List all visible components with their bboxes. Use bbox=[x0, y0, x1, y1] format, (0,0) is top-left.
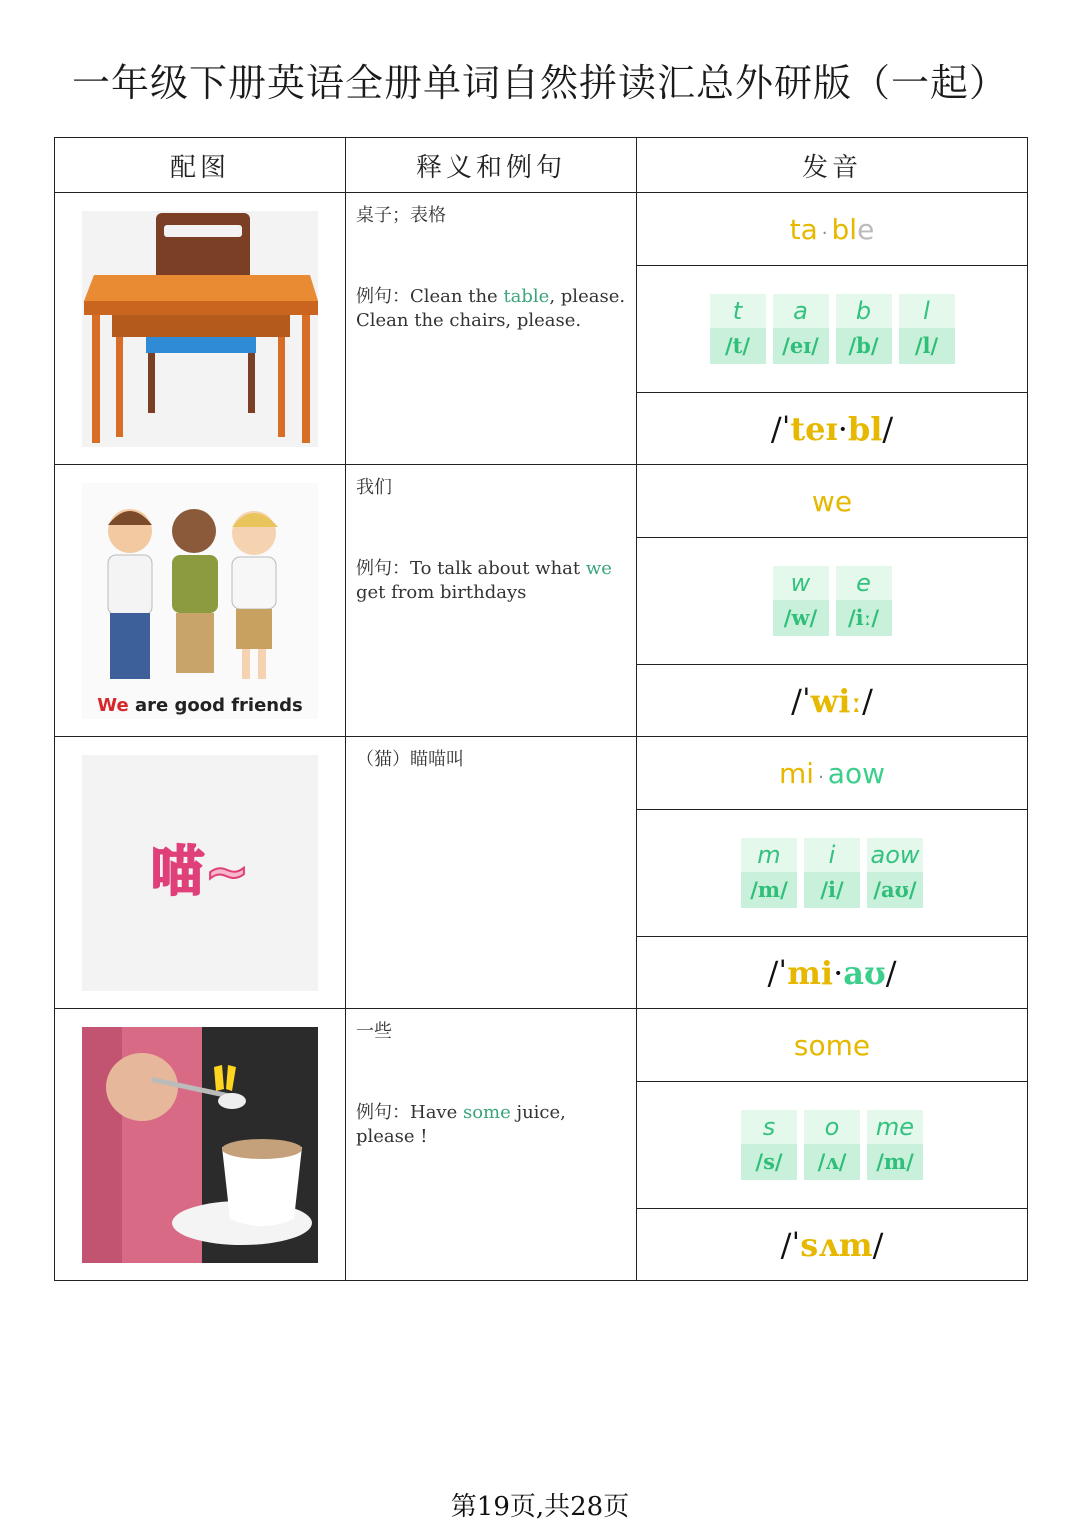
syllable-dot: · bbox=[818, 766, 824, 788]
phonics-tiles-cell bbox=[637, 810, 1028, 937]
ipa-syllable-2: aʊ bbox=[843, 953, 886, 992]
phonics-tiles-cell bbox=[637, 266, 1028, 393]
ipa-close: / bbox=[885, 953, 897, 992]
table-row bbox=[55, 737, 1028, 810]
ipa-dot: · bbox=[833, 953, 844, 992]
ipa-transcription bbox=[637, 937, 1028, 1009]
example-text-after: , please. Clean the chairs, please. bbox=[356, 286, 626, 331]
ipa-syllable-1: sʌm bbox=[800, 1225, 873, 1264]
word-part-1: s bbox=[793, 1028, 809, 1062]
example-text-after: get from birthdays bbox=[356, 582, 527, 603]
ipa-close: / bbox=[872, 1225, 884, 1264]
phonics-tiles-cell bbox=[637, 538, 1028, 665]
ipa-syllable-2: bl bbox=[847, 409, 883, 448]
phonics-tiles bbox=[741, 838, 923, 908]
ipa-transcription bbox=[637, 393, 1028, 465]
picture-cell bbox=[55, 193, 346, 465]
example-highlight: table bbox=[503, 286, 550, 307]
friends-image bbox=[82, 483, 318, 719]
phonics-tile bbox=[804, 1110, 860, 1180]
word-spelling bbox=[637, 1009, 1028, 1082]
tile-letter: m bbox=[741, 838, 797, 872]
word-spelling bbox=[637, 737, 1028, 810]
ipa-close: / bbox=[862, 681, 873, 720]
tile-letter: t bbox=[710, 294, 766, 328]
table-row bbox=[55, 465, 1028, 538]
tile-letter: i bbox=[804, 838, 860, 872]
meaning-text: 我们 bbox=[356, 477, 392, 498]
word: we bbox=[811, 484, 853, 518]
example-sentence bbox=[346, 227, 636, 333]
coffee-spoon-image bbox=[82, 1027, 318, 1263]
tile-letter: a bbox=[773, 294, 829, 328]
example-prefix: 例句： bbox=[356, 1102, 410, 1123]
meaning-cell bbox=[346, 737, 637, 1009]
meaning-cell bbox=[346, 465, 637, 737]
example-highlight: we bbox=[585, 558, 612, 579]
phonics-tiles bbox=[773, 566, 892, 636]
meaning-cell bbox=[346, 193, 637, 465]
phonics-tile bbox=[710, 294, 766, 364]
friends-caption: We are good friends bbox=[97, 694, 303, 716]
ipa-dot: · bbox=[837, 409, 848, 448]
tile-ipa: /s/ bbox=[741, 1144, 797, 1180]
tile-ipa: /l/ bbox=[899, 328, 955, 364]
ipa-open: /ˈ bbox=[767, 953, 788, 992]
example-sentence bbox=[346, 1043, 636, 1149]
tile-letter: aow bbox=[867, 838, 923, 872]
phonics-tile bbox=[867, 1110, 923, 1180]
syllable-2: aow bbox=[827, 756, 885, 790]
tile-letter: me bbox=[867, 1110, 923, 1144]
tile-letter: e bbox=[836, 566, 892, 600]
phonics-tile bbox=[741, 838, 797, 908]
page-number: 第19页,共28页 bbox=[450, 1492, 630, 1522]
syllable-1: ta bbox=[789, 212, 818, 246]
example-text-after: juice, please ! bbox=[356, 1102, 566, 1147]
table-row bbox=[55, 193, 1028, 266]
tile-ipa: /aʊ/ bbox=[867, 872, 923, 908]
phonics-tile bbox=[836, 566, 892, 636]
ipa-transcription bbox=[637, 665, 1028, 737]
ipa-syllable-1: mi bbox=[787, 953, 834, 992]
ipa-syllable-1: teɪ bbox=[790, 409, 838, 448]
miaow-image bbox=[82, 755, 318, 991]
tile-ipa: /m/ bbox=[867, 1144, 923, 1180]
table-row bbox=[55, 1009, 1028, 1082]
ipa-syllable-1: wiː bbox=[810, 681, 863, 720]
tile-ipa: /b/ bbox=[836, 328, 892, 364]
tile-letter: s bbox=[741, 1110, 797, 1144]
tile-letter: o bbox=[804, 1110, 860, 1144]
word-spelling bbox=[637, 465, 1028, 538]
tile-ipa: /w/ bbox=[773, 600, 829, 636]
word-spelling bbox=[637, 193, 1028, 266]
meaning-text: 桌子；表格 bbox=[356, 205, 446, 226]
picture-cell bbox=[55, 1009, 346, 1281]
ipa-open: /ˈ bbox=[791, 681, 811, 720]
example-prefix: 例句： bbox=[356, 558, 410, 579]
phonics-tile bbox=[867, 838, 923, 908]
syllable-dot: · bbox=[821, 222, 828, 244]
meaning-text: （猫）瞄喵叫 bbox=[356, 749, 464, 770]
example-sentence bbox=[346, 499, 636, 605]
phonics-tile bbox=[836, 294, 892, 364]
header-picture: 配图 bbox=[55, 138, 346, 193]
ipa-open: /ˈ bbox=[770, 409, 791, 448]
table-header-row bbox=[55, 138, 1028, 193]
syllable-1: mi bbox=[779, 756, 815, 790]
tile-ipa: /i/ bbox=[804, 872, 860, 908]
tile-ipa: /ʌ/ bbox=[804, 1144, 860, 1180]
syllable-2: bl bbox=[831, 212, 858, 246]
ipa-close: / bbox=[882, 409, 894, 448]
vocab-table bbox=[54, 137, 1028, 1281]
phonics-tiles bbox=[710, 294, 955, 364]
meaning-text: 一些 bbox=[356, 1021, 392, 1042]
page-title: 一年级下册英语全册单词自然拼读汇总外研版（一起） bbox=[71, 61, 1008, 105]
miaow-text: 喵~ bbox=[150, 839, 250, 903]
header-pronunciation: 发音 bbox=[637, 138, 1028, 193]
picture-cell bbox=[55, 737, 346, 1009]
tile-letter: b bbox=[836, 294, 892, 328]
tile-letter: l bbox=[899, 294, 955, 328]
ipa-transcription bbox=[637, 1209, 1028, 1281]
tile-ipa: /t/ bbox=[710, 328, 766, 364]
phonics-tile bbox=[773, 566, 829, 636]
phonics-tile bbox=[804, 838, 860, 908]
example-text-before: Clean the bbox=[410, 286, 504, 307]
ipa-open: /ˈ bbox=[780, 1225, 801, 1264]
silent-letter: e bbox=[857, 212, 875, 246]
phonics-tile bbox=[773, 294, 829, 364]
tile-ipa: /eɪ/ bbox=[773, 328, 829, 364]
tile-letter: w bbox=[773, 566, 829, 600]
phonics-tiles-cell bbox=[637, 1082, 1028, 1209]
example-prefix: 例句： bbox=[356, 286, 410, 307]
phonics-tiles bbox=[741, 1110, 923, 1180]
example-text-before: To talk about what bbox=[410, 558, 586, 579]
phonics-tile bbox=[741, 1110, 797, 1180]
phonics-tile bbox=[899, 294, 955, 364]
word-part-2: ome bbox=[808, 1028, 871, 1062]
tile-ipa: /m/ bbox=[741, 872, 797, 908]
tile-ipa: /iː/ bbox=[836, 600, 892, 636]
example-highlight: some bbox=[462, 1102, 511, 1123]
meaning-cell bbox=[346, 1009, 637, 1281]
picture-cell bbox=[55, 465, 346, 737]
example-text-before: Have bbox=[410, 1102, 463, 1123]
header-meaning: 释义和例句 bbox=[346, 138, 637, 193]
table-desk-image bbox=[82, 211, 318, 447]
